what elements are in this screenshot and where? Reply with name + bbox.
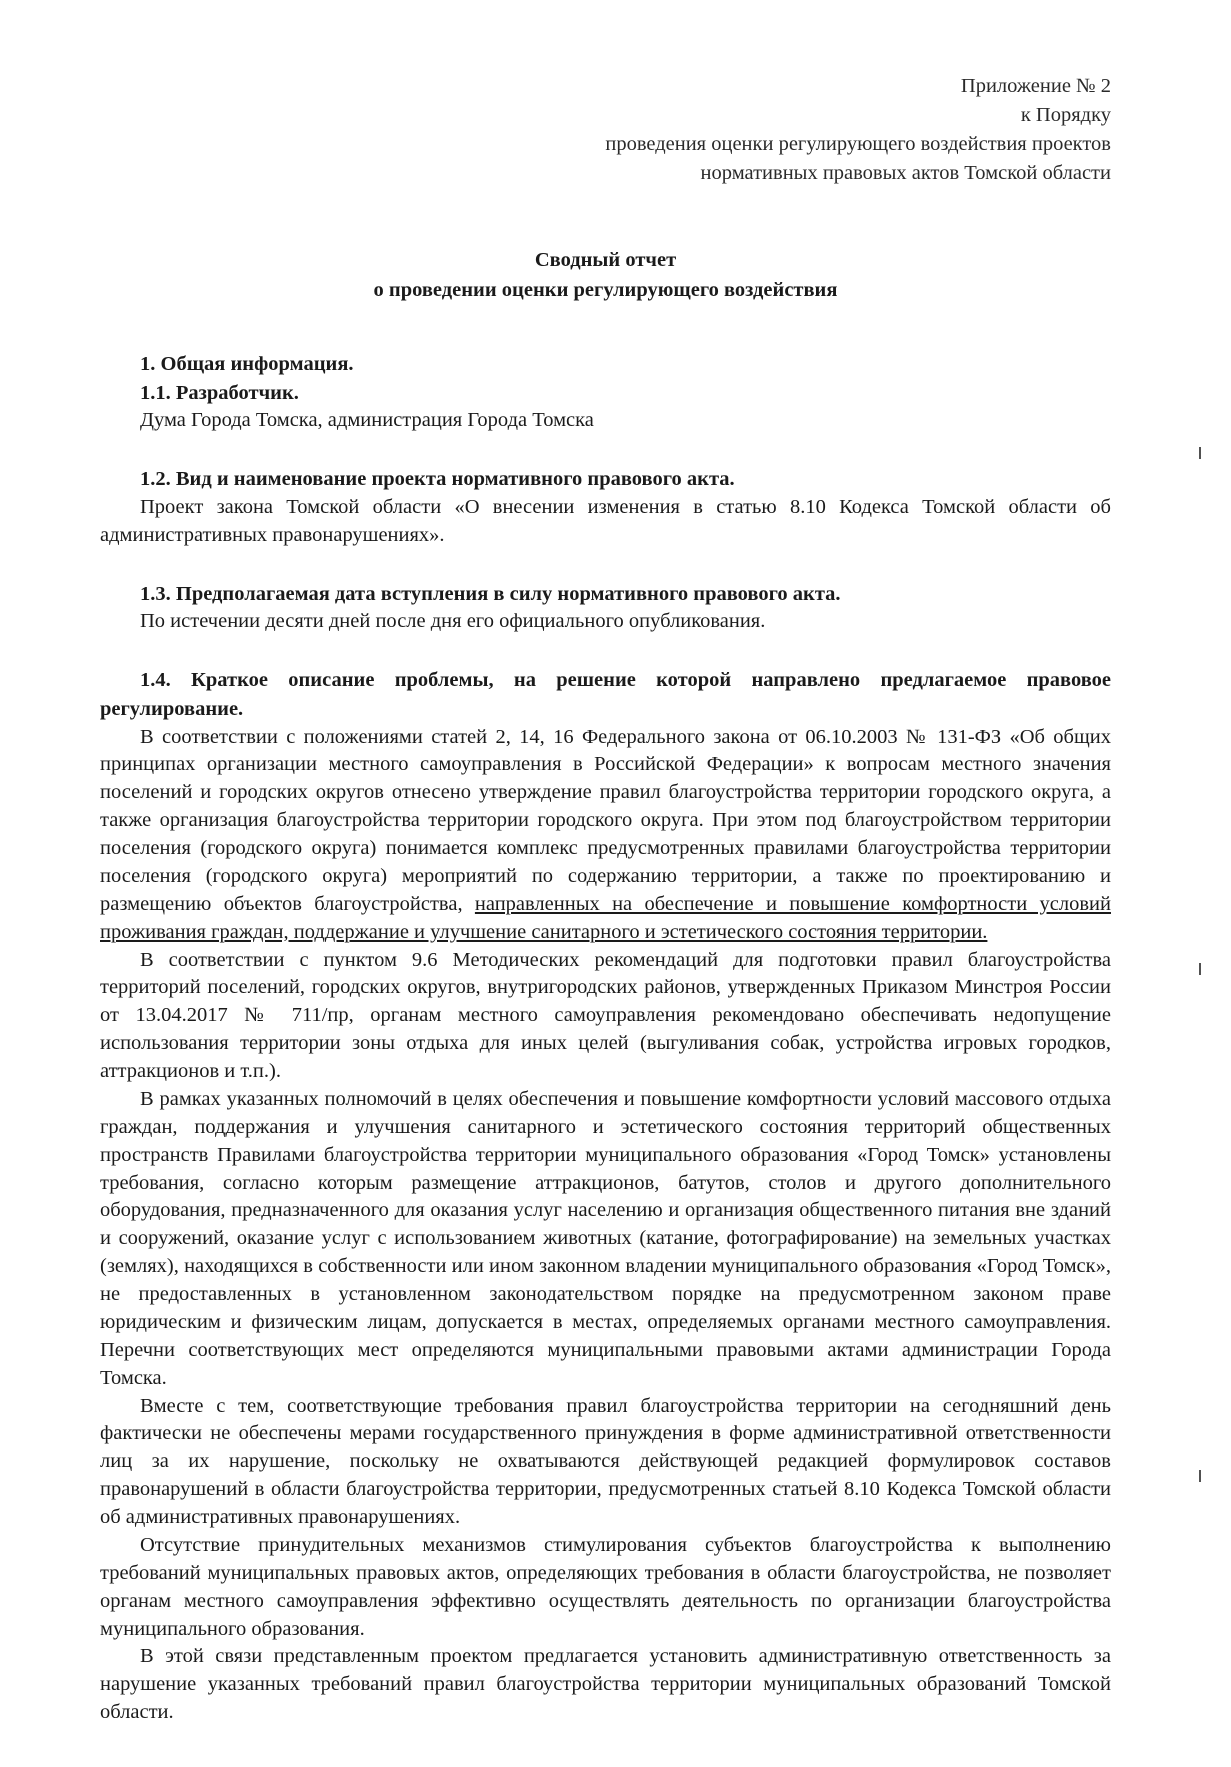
section-1-4-paragraph-3: В рамках указанных полномочий в целях обеспечения и повышение комфортности условий массового отдыха граждан, поддержания и улучшения санитарного и эстетического состояния территорий общественных пространств Правилами благоустройства территории муниципального образования «Город Томск» установлены требования, согласно которым размещение аттракционов, батутов, столов и другого дополнительного оборудования, предназначенного для оказания услуг населению и организация общественного питания вне зданий и сооружений, оказание услуг с использованием животных (катание, фотографирование) на земельных участках (землях), находящихся в собственности или ином законном владении муниципального образования «Город Томск», не предоставленных в установленном законодательством порядке на предусмотренном законом праве юридическим и физическим лицам, допускается в местах, определяемых органами местного самоуправления. Перечни соответствующих мест определяются муниципальными правовыми актами администрации Города Томска.	[100, 1087, 1111, 1389]
section-1-4-heading: 1.4. Краткое описание проблемы, на решение которой направлено предлагаемое правовое регулирование.	[100, 669, 1111, 720]
scan-artifact-mark-2	[1199, 963, 1201, 975]
header-line-2: к Порядку	[1020, 104, 1111, 127]
document-title	[100, 246, 1111, 305]
section-1-4-paragraph-6: В этой связи представленным проектом предлагается установить административную ответственность за нарушение указанных требований правил благоустройства территории муниципальных образований Томской области.	[100, 1645, 1111, 1724]
section-1-4-paragraph-4: Вместе с тем, соответствующие требования правил благоустройства территории на сегодняшний день фактически не обеспечены мерами государственного принуждения в форме административной ответственности лиц за их нарушение, поскольку не охватываются действующей редакцией формулировок составов правонарушений в области благоустройства территории, предусмотренных статьей 8.10 Кодекса Томской области об административных правонарушениях.	[100, 1394, 1111, 1528]
section-1-2-heading: 1.2. Вид и наименование проекта нормативного правового акта.	[140, 468, 735, 491]
header-line-1: Приложение № 2	[960, 75, 1111, 97]
section-1-4-paragraph-1	[100, 724, 1111, 947]
section-1-4-paragraph-5: Отсутствие принудительных механизмов стимулирования субъектов благоустройства к выполнению требований муниципальных правовых актов, определяющих требования в области благоустройства, не позволяет органам местного самоуправления эффективно осуществлять деятельность по организации благоустройства муниципального образования.	[100, 1533, 1111, 1640]
section-1-2-text: Проект закона Томской области «О внесении изменения в статью 8.10 Кодекса Томской области об административных правонарушениях».	[100, 495, 1111, 546]
section-1-3-text: По истечении десяти дней после дня его официального опубликования.	[140, 610, 766, 633]
section-1-4-paragraph-2: В соответствии с пунктом 9.6 Методических рекомендаций для подготовки правил благоустройства территорий поселений, городских округов, внутригородских районов, утвержденных Приказом Минстроя России от 13.04.2017 № 711/пр, органам местного самоуправления рекомендовано обеспечивать недопущение использования территории зоны отдыха для иных целей (выгуливания собак, устройства игровых городков, аттракционов и т.п.).	[100, 948, 1111, 1082]
section-1-1-heading: 1.1. Разработчик.	[140, 381, 299, 404]
section-1-3-heading: 1.3. Предполагаемая дата вступления в силу нормативного правового акта.	[140, 582, 841, 605]
scan-artifact-mark-3	[1199, 1470, 1201, 1482]
title-line-2: о проведении оценки регулирующего воздействия	[373, 279, 838, 302]
scan-artifact-mark-1	[1199, 447, 1201, 459]
section-1-4-paragraph-1-text: В соответствии с положениями статей 2, 14, 16 Федерального закона от 06.10.2003 № 131-ФЗ «Об общих принципах организации местного самоуправления в Российской Федерации» к вопросам местного значения поселений и городских округов отнесено утверждение правил благоустройства территории городского округа, а также организация благоустройства территории городского округа. При этом под благоустройством территории поселения (городского округа) понимается комплекс предусмотренных правилами благоустройства территории поселения (городского округа) мероприятий по содержанию территории, а также по проектированию и размещению объектов благоустройства,	[100, 725, 1111, 915]
section-1-heading: 1. Общая информация.	[140, 352, 354, 375]
header-line-4: нормативных правовых актов Томской области	[700, 162, 1111, 185]
section-1-1-text: Дума Города Томска, администрация Города Томска	[140, 409, 594, 432]
document-body	[100, 350, 1111, 1727]
header-line-3: проведения оценки регулирующего воздействия проектов	[605, 133, 1111, 156]
document-header	[570, 72, 1111, 188]
section-1-4-paragraph-1-underlined: направленных на обеспечение и повышение комфортности условий проживания граждан, поддержание и улучшение санитарного и эстетического состояния территории.	[100, 892, 1111, 943]
title-line-1: Сводный отчет	[534, 249, 677, 272]
